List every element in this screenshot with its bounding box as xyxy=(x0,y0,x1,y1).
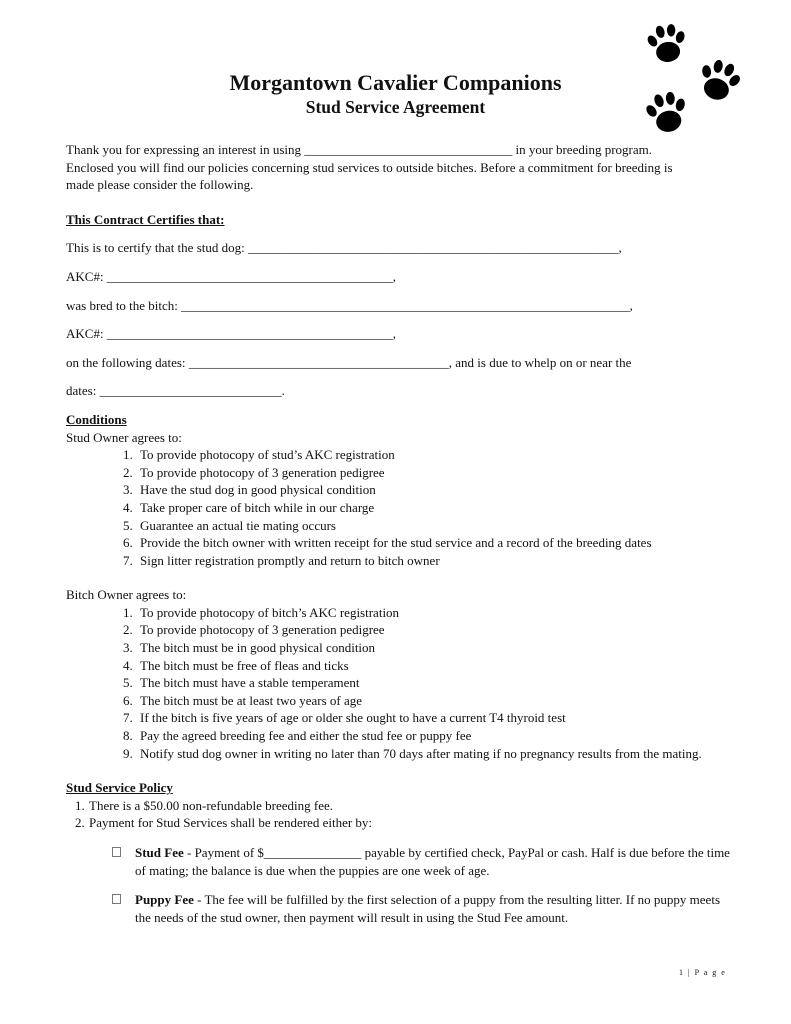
stud-fee-checkbox[interactable] xyxy=(112,847,121,857)
list-item: 2. To provide photocopy of 3 generation pedigree xyxy=(136,621,730,639)
stud-fee-option xyxy=(66,844,730,879)
page-number: 1 | P a g e xyxy=(679,968,727,977)
stud-dog-field[interactable]: This is to certify that the stud dog: _________________________________________________________, xyxy=(66,240,622,256)
list-item: 1. There is a $50.00 non-refundable breeding fee. xyxy=(88,797,730,815)
list-item: 5. The bitch must have a stable temperament xyxy=(136,674,730,692)
list-item: 2. Payment for Stud Services shall be rendered either by: xyxy=(88,814,730,832)
list-item: 3. The bitch must be in good physical condition xyxy=(136,639,730,657)
list-item: 4. The bitch must be free of fleas and ticks xyxy=(136,657,730,675)
stud-akc-field[interactable]: AKC#: ____________________________________________, xyxy=(66,268,397,284)
certify-heading: This Contract Certifies that: xyxy=(66,211,225,227)
bitch-name-field[interactable]: was bred to the bitch: _____________________________________________________________________, xyxy=(66,297,633,313)
list-item: 6. The bitch must be at least two years of age xyxy=(136,692,730,710)
bitch-owner-label: Bitch Owner agrees to: xyxy=(66,587,187,603)
intro-line: Thank you for expressing an interest in using ________________________________ in your breeding program. xyxy=(66,142,652,157)
whelp-date-field[interactable]: dates: ____________________________. xyxy=(66,383,285,399)
list-item: 1. To provide photocopy of stud’s AKC registration xyxy=(136,446,730,464)
stud-fee-text: - Payment of $_______________ payable by certified check, PayPal or cash. Half is due before the time of mating; the balance is due when the puppies are one week of age. xyxy=(135,845,730,878)
page-title: Morgantown Cavalier Companions xyxy=(229,70,562,95)
conditions-heading: Conditions xyxy=(66,411,127,427)
policy-list xyxy=(66,797,730,832)
list-item: 8. Pay the agreed breeding fee and either the stud fee or puppy fee xyxy=(136,727,730,745)
breeding-dates-field[interactable]: on the following dates: ________________________________________, and is due to whelp on or near the xyxy=(66,354,632,370)
list-item: 5. Guarantee an actual tie mating occurs xyxy=(136,517,730,535)
paw-print-icon xyxy=(647,24,687,64)
puppy-fee-checkbox[interactable] xyxy=(112,894,121,904)
list-item: 4. Take proper care of bitch while in our charge xyxy=(136,499,730,517)
stud-owner-label: Stud Owner agrees to: xyxy=(66,429,182,445)
page-subtitle: Stud Service Agreement xyxy=(305,97,486,117)
intro-line: Enclosed you will find our policies concerning stud services to outside bitches. Before a commitment for breeding is xyxy=(66,159,673,175)
list-item: 1. To provide photocopy of bitch’s AKC registration xyxy=(136,604,730,622)
puppy-fee-label: Puppy Fee xyxy=(135,892,194,908)
list-item: 7. Sign litter registration promptly and return to bitch owner xyxy=(136,552,730,570)
puppy-fee-option xyxy=(66,891,730,926)
title-block xyxy=(0,70,791,118)
puppy-fee-text: - The fee will be fulfilled by the first selection of a puppy from the resulting litter. If no puppy meets the needs of the stud owner, then payment will result in using the Stud Fee amount. xyxy=(135,892,721,925)
bitch-akc-field[interactable]: AKC#: ____________________________________________, xyxy=(66,326,397,342)
list-item: 3. Have the stud dog in good physical condition xyxy=(136,481,730,499)
list-item: 6. Provide the bitch owner with written receipt for the stud service and a record of the breeding dates xyxy=(136,534,730,552)
policy-heading: Stud Service Policy xyxy=(66,780,173,796)
stud-fee-label: Stud Fee xyxy=(135,845,184,860)
intro-line: made please consider the following. xyxy=(66,177,254,193)
stud-owner-list xyxy=(66,446,730,569)
bitch-owner-list xyxy=(66,604,730,762)
document-body xyxy=(66,141,730,926)
list-item: 2. To provide photocopy of 3 generation pedigree xyxy=(136,464,730,482)
list-item: 9. Notify stud dog owner in writing no later than 70 days after mating if no pregnancy results from the mating. xyxy=(136,745,730,763)
list-item: 7. If the bitch is five years of age or older she ought to have a current T4 thyroid test xyxy=(136,709,730,727)
